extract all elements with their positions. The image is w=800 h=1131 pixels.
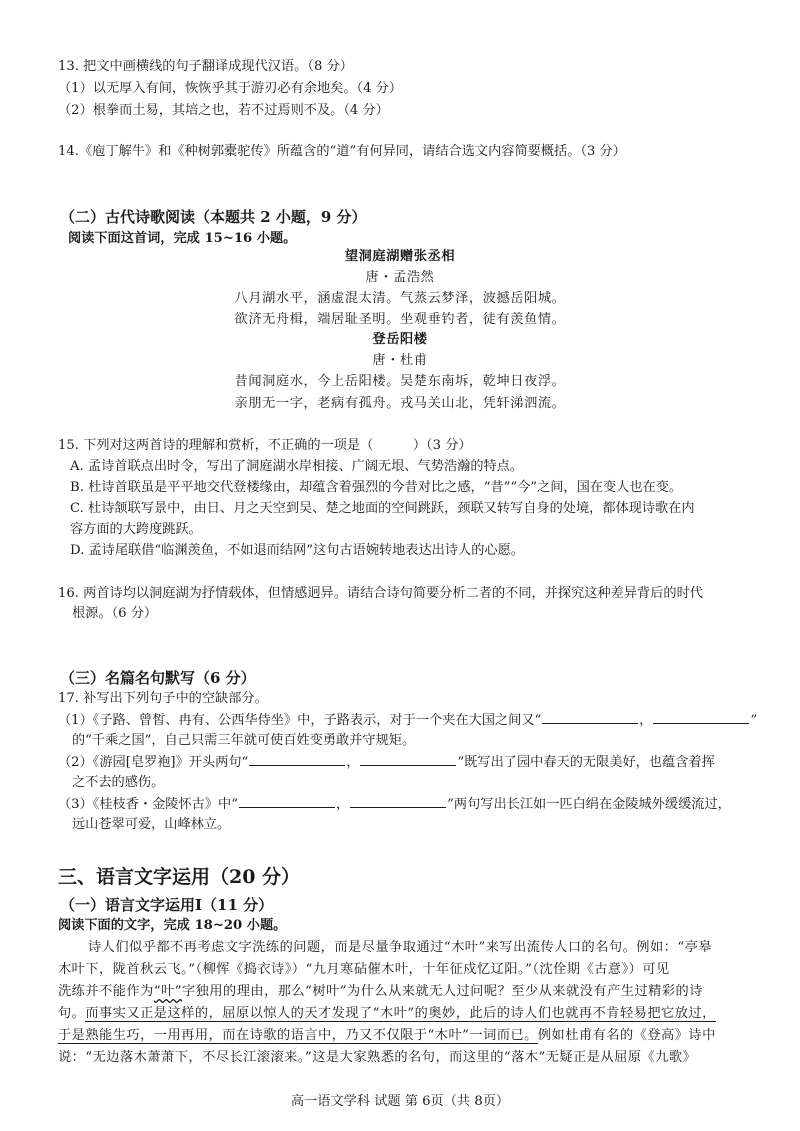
passage-text: 例如杜甫有名的《登高》诗中 bbox=[537, 1028, 716, 1043]
q17-blank-2a[interactable] bbox=[249, 753, 345, 766]
q13-item-2: （2）根拳而土易，其培之也，若不过焉则不及。（4 分） bbox=[58, 103, 389, 118]
q17-item-2 bbox=[58, 753, 715, 772]
q17-item-2-tail: ”既写出了园中春天的无限美好，也蕴含着挥 bbox=[457, 755, 715, 770]
q13-item-1: （1）以无厚入有间，恢恢乎其于游刃必有余地矣。（4 分） bbox=[58, 81, 403, 96]
passage-line-1: 诗人们似乎都不再考虑文字洗练的问题，而是尽量争取通过“木叶”来写出流传人口的名句。例如：“亭皋 bbox=[88, 940, 712, 955]
passage-line-5 bbox=[58, 1026, 716, 1046]
underlined-sentence: 而事实又正是这样的，屈原以惊人的天才发现了“木叶”的奥妙，此后的诗人们也就再不肯轻易把它放过， bbox=[85, 1006, 716, 1021]
q17-item-1-cont: 的“千乘之国”，自己只需三年就可使百姓变勇敢并守规矩。 bbox=[72, 733, 416, 748]
q16-line-1: 16. 两首诗均以洞庭湖为抒情载体，但情感迥异。请结合诗句简要分析二者的不同，并探究这种差异背后的时代 bbox=[58, 586, 703, 601]
poetry-section-heading: （二）古代诗歌阅读（本题共 2 小题，9 分） bbox=[60, 208, 367, 226]
q17-blank-2b[interactable] bbox=[360, 753, 456, 766]
q17-item-1-text: （1）《子路、曾皙、冉有、公西华侍坐》中，子路表示，对于一个夹在大国之间又“ bbox=[58, 713, 542, 728]
q15-option-d: D. 孟诗尾联借“临渊羡鱼，不如退而结网”这句古语婉转地表达出诗人的心愿。 bbox=[70, 543, 524, 558]
close-quote: ” bbox=[750, 713, 758, 728]
q13-stem: 13. 把文中画横线的句子翻译成现代汉语。（8 分） bbox=[58, 59, 353, 74]
poetry-section-intro: 阅读下面这首词，完成 15~16 小题。 bbox=[68, 231, 297, 246]
poem1-line-2: 欲济无舟楫，端居耻圣明。坐观垂钓者，徒有羡鱼情。 bbox=[234, 312, 566, 327]
q16-line-2: 根源。（6 分） bbox=[72, 606, 158, 621]
q17-item-3-cont: 远山苍翠可爱，山峰林立。 bbox=[72, 817, 231, 832]
q15-option-c-cont: 容方面的大跨度跳跃。 bbox=[70, 522, 202, 537]
wavy-marked-word: “叶” bbox=[153, 984, 182, 999]
poem2-author: 唐・杜甫 bbox=[372, 353, 428, 368]
comma: ， bbox=[639, 713, 653, 728]
q17-blank-3b[interactable] bbox=[350, 795, 446, 808]
q15-stem: 15. 下列对这两首诗的理解和赏析，不正确的一项是（ ）（3 分） bbox=[58, 438, 472, 453]
comma: ， bbox=[335, 797, 350, 812]
passage-text: 洗练并不能作为 bbox=[58, 984, 154, 999]
poem1-line-1: 八月湖水平，涵虚混太清。气蒸云梦泽，波撼岳阳城。 bbox=[234, 291, 566, 306]
poem2-line-2: 亲朋无一字，老病有孤舟。戎马关山北，凭轩涕泗流。 bbox=[234, 396, 566, 411]
q17-blank-1a[interactable] bbox=[542, 711, 638, 724]
q17-item-2-text: （2）《游园[皂罗袍]》开头两句“ bbox=[58, 755, 249, 770]
q17-blank-3a[interactable] bbox=[239, 795, 335, 808]
q17-item-3 bbox=[58, 795, 731, 814]
q15-option-c: C. 杜诗颔联写景中，由日、月之天空到吴、楚之地面的空间跳跃，颈联又转写自身的处境，都体现诗歌在内 bbox=[70, 501, 695, 516]
passage-line-2: 木叶下，陇首秋云飞。”（柳恽《捣衣诗》）“九月寒砧催木叶，十年征戍忆辽阳。”（沈佺期《古意》）可见 bbox=[58, 962, 670, 977]
dictation-section-heading: （三）名篇名句默写（6 分） bbox=[60, 669, 256, 687]
page-footer: 高一语文学科 试题 第 6页（共 8页） bbox=[290, 1094, 510, 1109]
passage-text: 句。 bbox=[58, 1006, 86, 1021]
q17-stem: 17. 补写出下列句子中的空缺部分。 bbox=[58, 691, 268, 706]
q15-option-a: A. 孟诗首联点出时令，写出了洞庭湖水岸相接、广阔无垠、气势浩瀚的特点。 bbox=[70, 459, 524, 474]
q17-blank-1b[interactable] bbox=[653, 711, 749, 724]
passage-line-3 bbox=[58, 982, 703, 1002]
q17-item-1 bbox=[58, 711, 757, 730]
poem2-title: 登岳阳楼 bbox=[372, 332, 428, 347]
q17-item-2-cont: 之不去的感伤。 bbox=[72, 775, 165, 790]
q17-item-3-tail: ”两句写出长江如一匹白绢在金陵城外缓缓流过， bbox=[447, 797, 731, 812]
poem1-title: 望洞庭湖赠张丞相 bbox=[344, 249, 456, 264]
underlined-sentence-cont: 于是熟能生巧，一用再用，而在诗歌的语言中，乃又不仅限于“木叶”一词而已。 bbox=[58, 1028, 538, 1043]
part3-heading: 三、语言文字运用（20 分） bbox=[58, 866, 301, 888]
passage-line-6: 说：“无边落木萧萧下，不尽长江滚滚来。”这是大家熟悉的名句，而这里的“落木”无疑正是从屈原《九歌》 bbox=[58, 1050, 697, 1065]
part3-sub-heading: （一）语言文字运用Ⅰ（11 分） bbox=[60, 896, 274, 914]
poem2-line-1: 昔闻洞庭水，今上岳阳楼。吴楚东南坼，乾坤日夜浮。 bbox=[234, 374, 566, 389]
q15-option-b: B. 杜诗首联虽是平平地交代登楼缘由，却蕴含着强烈的今昔对比之感，“昔”“今”之间，国在变人也在变。 bbox=[70, 480, 683, 495]
comma: ， bbox=[346, 755, 360, 770]
passage-line-4 bbox=[58, 1004, 716, 1024]
passage-text: 字独用的理由，那么“树叶”为什么从来就无人过问呢？至少从来就没有产生过精彩的诗 bbox=[181, 984, 703, 999]
poem1-author: 唐・孟浩然 bbox=[365, 270, 435, 285]
q14-stem: 14.《庖丁解牛》和《种树郭橐驼传》所蕴含的“道”有何异同，请结合选文内容简要概括。（3 分） bbox=[58, 144, 626, 159]
q17-item-3-text: （3）《桂枝香・金陵怀古》中“ bbox=[58, 797, 238, 812]
part3-intro: 阅读下面的文字，完成 18~20 小题。 bbox=[58, 918, 287, 933]
